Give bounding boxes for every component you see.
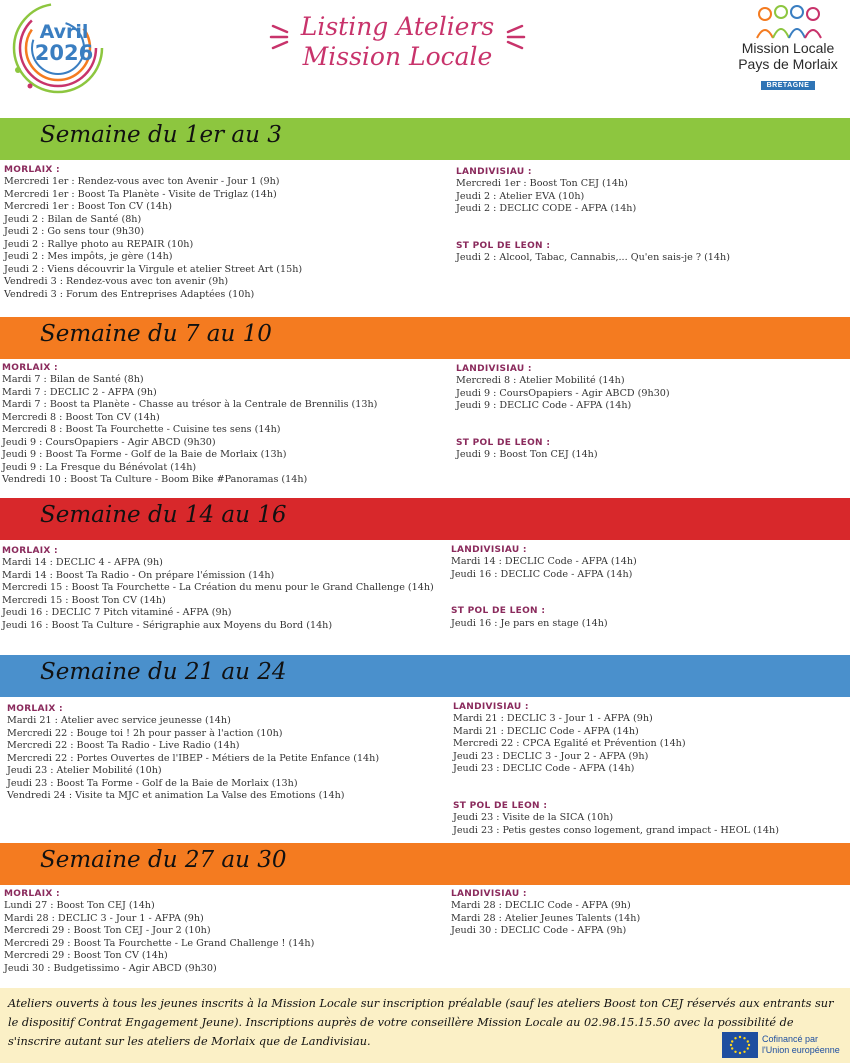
list-item: Mardi 7 : Boost ta Planète - Chasse au trésor à la Centrale de Brennilis (13h) — [2, 399, 378, 411]
location-heading: MORLAIX : — [4, 889, 60, 899]
eu-line-1: Cofinancé par — [762, 1034, 819, 1044]
list-item: Jeudi 9 : Boost Ton CEJ (14h) — [456, 449, 598, 461]
list-item: Jeudi 2 : DECLIC CODE - AFPA (14h) — [456, 203, 637, 215]
week-4-title: Semaine du 21 au 24 — [40, 659, 287, 685]
footer-text: Ateliers ouverts à tous les jeunes inscrits à la Mission Locale sur inscription préalable (sauf les ateliers Boost ton CEJ réservés aux entrants sur le dispositif Contrat Engagement Jeune). Inscriptions auprès de votre conseillère Mission Locale au 02.98.15.15.50 avec la possibilité de s'inscrire autant sur les ateliers de Morlaix que de Landivisiau. — [8, 997, 834, 1048]
list-item: Jeudi 30 : DECLIC Code - AFPA (9h) — [451, 925, 627, 937]
location-heading: LANDIVISIAU : — [451, 545, 527, 555]
list-item: Jeudi 9 : Boost Ta Forme - Golf de la Baie de Morlaix (13h) — [2, 449, 287, 461]
list-item: Jeudi 23 : Boost Ta Forme - Golf de la Baie de Morlaix (13h) — [7, 777, 298, 789]
list-item: Mercredi 22 : CPCA Egalité et Prévention (14h) — [453, 738, 686, 750]
location-heading: ST POL DE LEON : — [456, 437, 551, 448]
week-1-band — [0, 118, 850, 160]
org-name: Mission Locale — [741, 40, 835, 56]
list-item: Mercredi 1er : Boost Ton CV (14h) — [4, 201, 172, 213]
list-item: Mercredi 15 : Boost Ton CV (14h) — [2, 594, 166, 606]
list-item: Jeudi 16 : DECLIC Code - AFPA (14h) — [451, 568, 633, 580]
week-5-morlaix — [4, 888, 314, 975]
list-item: Mardi 28 : DECLIC Code - AFPA (9h) — [451, 900, 631, 912]
location-heading: ST POL DE LEON : — [451, 606, 546, 617]
list-item: Mercredi 8 : Boost Ton CV (14h) — [2, 411, 160, 423]
list-item: Vendredi 24 : Visite ta MJC et animation La Valse des Emotions (14h) — [7, 790, 345, 802]
eu-line-2: l'Union européenne — [762, 1045, 840, 1055]
list-item: Mercredi 15 : Boost Ta Fourchette - La Création du menu pour le Grand Challenge (14h) — [2, 582, 434, 594]
list-item: Mercredi 22 : Portes Ouvertes de l'IBEP - Métiers de la Petite Enfance (14h) — [7, 752, 380, 764]
list-item: Vendredi 3 : Forum des Entreprises Adaptées (10h) — [4, 288, 255, 300]
list-item: Jeudi 2 : Go sens tour (9h30) — [4, 226, 145, 238]
location-heading: LANDIVISIAU : — [456, 364, 532, 374]
location-heading: LANDIVISIAU : — [456, 167, 532, 177]
list-item: Jeudi 23 : Visite de la SICA (10h) — [453, 812, 614, 824]
list-item: Jeudi 16 : Boost Ta Culture - Sérigraphie aux Moyens du Bord (14h) — [2, 619, 333, 631]
people-icon — [753, 4, 823, 40]
list-item: Jeudi 9 : CoursOpapiers - Agir ABCD (9h30) — [456, 387, 670, 399]
org-region: Pays de Morlaix — [738, 56, 838, 72]
list-item: Jeudi 2 : Rallye photo au REPAIR (10h) — [4, 238, 194, 250]
week-5-band — [0, 843, 850, 885]
week-2-title: Semaine du 7 au 10 — [40, 321, 272, 347]
list-item: Jeudi 2 : Mes impôts, je gère (14h) — [4, 251, 173, 263]
list-item: Jeudi 9 : DECLIC Code - AFPA (14h) — [456, 400, 632, 412]
week-1-other-sites — [456, 166, 730, 265]
list-item: Jeudi 9 : CoursOpapiers - Agir ABCD (9h30) — [2, 436, 216, 448]
list-item: Mercredi 29 : Boost Ta Fourchette - Le Grand Challenge ! (14h) — [4, 937, 315, 949]
list-item: Mardi 14 : DECLIC Code - AFPA (14h) — [451, 556, 637, 568]
title-line-2: Mission Locale — [302, 42, 493, 71]
title-line-1: Listing Ateliers — [300, 12, 495, 41]
location-heading: MORLAIX : — [7, 704, 63, 714]
list-item: Mardi 7 : Bilan de Santé (8h) — [2, 374, 144, 386]
week-2-band — [0, 317, 850, 359]
list-item: Mercredi 29 : Boost Ton CV (14h) — [4, 950, 168, 962]
list-item: Mercredi 22 : Boost Ta Radio - Live Radio (14h) — [7, 740, 240, 752]
list-item: Mercredi 8 : Atelier Mobilité (14h) — [456, 375, 625, 387]
week-1-title: Semaine du 1er au 3 — [40, 122, 282, 148]
location-heading: MORLAIX : — [2, 546, 58, 556]
list-item: Mardi 14 : DECLIC 4 - AFPA (9h) — [2, 557, 163, 569]
week-2-morlaix — [2, 362, 377, 487]
list-item: Mardi 21 : Atelier avec service jeunesse (14h) — [7, 715, 231, 727]
list-item: Mardi 14 : Boost Ta Radio - On prépare l'émission (14h) — [2, 569, 275, 581]
list-item: Mardi 7 : DECLIC 2 - AFPA (9h) — [2, 386, 157, 398]
spark-left-icon — [269, 22, 295, 52]
list-item: Jeudi 23 : DECLIC 3 - Jour 2 - AFPA (9h) — [453, 750, 649, 762]
location-heading: LANDIVISIAU : — [451, 889, 527, 899]
list-item: Mercredi 22 : Bouge toi ! 2h pour passer à l'action (10h) — [7, 727, 283, 739]
list-item: Mercredi 8 : Boost Ta Fourchette - Cuisine tes sens (14h) — [2, 424, 281, 436]
list-item: Jeudi 2 : Atelier EVA (10h) — [456, 190, 585, 202]
location-heading: MORLAIX : — [2, 363, 58, 373]
week-5-title: Semaine du 27 au 30 — [40, 847, 287, 873]
list-item: Vendredi 10 : Boost Ta Culture - Boom Bike #Panoramas (14h) — [2, 474, 308, 486]
eu-cofunding-logo — [722, 1032, 842, 1060]
mission-locale-logo — [732, 4, 844, 100]
week-4-morlaix — [7, 703, 379, 803]
eu-cofunding-text — [762, 1034, 840, 1056]
list-item: Jeudi 16 : DECLIC 7 Pitch vitaminé - AFPA (9h) — [2, 607, 232, 619]
list-item: Mercredi 1er : Rendez-vous avec ton Avenir - Jour 1 (9h) — [4, 176, 280, 188]
location-heading: ST POL DE LEON : — [453, 800, 548, 811]
list-item: Lundi 27 : Boost Ton CEJ (14h) — [4, 900, 155, 912]
week-3-title: Semaine du 14 au 16 — [40, 502, 287, 528]
spark-right-icon — [500, 22, 526, 52]
list-item: Mardi 28 : Atelier Jeunes Talents (14h) — [451, 912, 641, 924]
location-heading: LANDIVISIAU : — [453, 702, 529, 712]
week-5-other-sites — [451, 888, 640, 938]
week-4-band — [0, 655, 850, 697]
location-heading: MORLAIX : — [4, 165, 60, 175]
list-item: Jeudi 2 : Bilan de Santé (8h) — [4, 213, 142, 225]
list-item: Jeudi 2 : Viens découvrir la Virgule et atelier Street Art (15h) — [4, 263, 303, 275]
list-item: Mercredi 1er : Boost Ton CEJ (14h) — [456, 178, 628, 190]
month-logo — [0, 0, 110, 110]
org-badge: BRETAGNE — [761, 81, 816, 90]
month-year: 2026 — [34, 41, 94, 65]
list-item: Mardi 21 : DECLIC 3 - Jour 1 - AFPA (9h) — [453, 713, 653, 725]
list-item: Mardi 28 : DECLIC 3 - Jour 1 - AFPA (9h) — [4, 912, 204, 924]
eu-flag-icon — [722, 1032, 758, 1058]
list-item: Jeudi 23 : DECLIC Code - AFPA (14h) — [453, 763, 635, 775]
page-header — [0, 0, 850, 118]
list-item: Mardi 21 : DECLIC Code - AFPA (14h) — [453, 725, 639, 737]
week-4-other-sites — [453, 701, 779, 837]
list-item: Jeudi 23 : Petis gestes conso logement, grand impact - HEOL (14h) — [453, 824, 779, 836]
list-item: Jeudi 9 : La Fresque du Bénévolat (14h) — [2, 461, 197, 473]
week-3-other-sites — [451, 544, 637, 630]
week-3-band — [0, 498, 850, 540]
month-name: Avril — [39, 21, 89, 43]
week-1-morlaix — [4, 164, 302, 301]
week-3-morlaix — [2, 545, 434, 632]
month-label — [24, 22, 104, 64]
list-item: Vendredi 3 : Rendez-vous avec ton avenir (9h) — [4, 276, 229, 288]
list-item: Jeudi 23 : Atelier Mobilité (10h) — [7, 765, 162, 777]
list-item: Mercredi 29 : Boost Ton CEJ - Jour 2 (10h) — [4, 925, 211, 937]
list-item: Jeudi 30 : Budgetissimo - Agir ABCD (9h30) — [4, 962, 217, 974]
list-item: Jeudi 16 : Je pars en stage (14h) — [451, 617, 608, 629]
list-item: Mercredi 1er : Boost Ta Planète - Visite de Triglaz (14h) — [4, 188, 277, 200]
page-title — [265, 6, 530, 96]
list-item: Jeudi 2 : Alcool, Tabac, Cannabis,... Qu'en sais-je ? (14h) — [456, 252, 730, 264]
week-2-other-sites — [456, 363, 670, 462]
location-heading: ST POL DE LEON : — [456, 240, 551, 251]
